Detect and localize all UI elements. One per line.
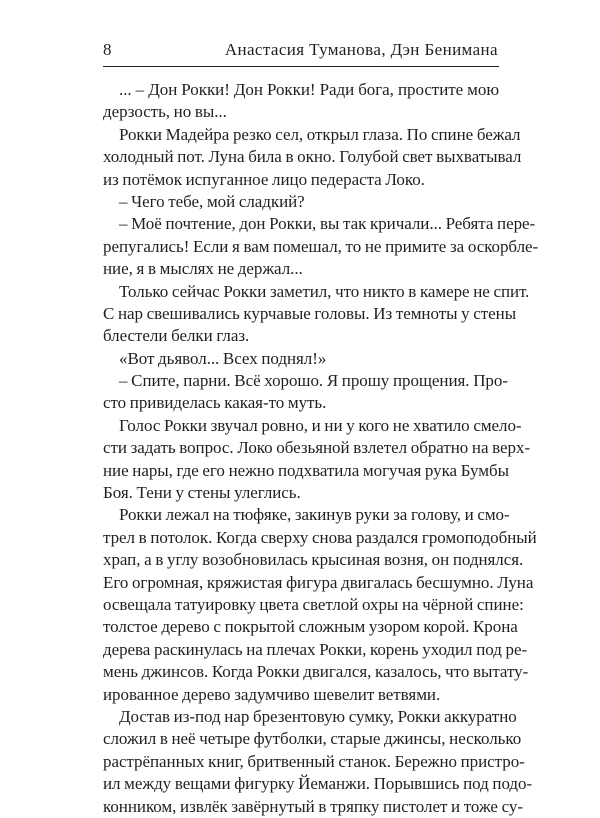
text-line: Его огромная, кряжистая фигура двигалась бесшумно. Луна [103, 572, 534, 592]
text-line: Только сейчас Рокки заметил, что никто в камере не спит. [119, 281, 530, 301]
body-text [103, 79, 539, 818]
text-line: сложил в неё четыре футболки, старые джинсы, несколько [103, 729, 522, 749]
text-line: мень джинсов. Когда Рокки двигался, казалось, что вытату- [103, 662, 529, 682]
text-line: дерева раскинулась на плечах Рокки, корень уходил под ре- [103, 639, 528, 659]
running-head [103, 38, 498, 62]
text-line: Достав из-под нар брезентовую сумку, Рокки аккуратно [119, 706, 517, 726]
text-line: ил между вещами фигурку Йеманжи. Порывшись под подо- [103, 774, 533, 794]
text-line: – Спите, парни. Всё хорошо. Я прошу прощения. Про- [119, 371, 508, 391]
page-number: 8 [103, 40, 112, 59]
text-line: Боя. Тени у стены улеглись. [103, 483, 301, 503]
text-line: дерзость, но вы... [103, 102, 227, 122]
text-line: конником, извлёк завёрнутый в тряпку пистолет и тоже су- [103, 796, 523, 816]
text-line: С нар свешивались курчавые головы. Из темноты у стены [103, 303, 517, 323]
text-line: «Вот дьявол... Всех поднял!» [119, 348, 327, 368]
text-line: ... – Дон Рокки! Дон Рокки! Ради бога, простите мою [119, 80, 499, 99]
text-line: – Чего тебе, мой сладкий? [119, 191, 305, 211]
text-line: трел в потолок. Когда сверху снова раздался громоподобный [103, 527, 537, 547]
text-line: репугались! Если я вам помешал, то не примите за оскорбле- [103, 236, 539, 256]
text-line: сти задать вопрос. Локо обезьяной взлетел обратно на верх- [103, 438, 531, 458]
text-line: храп, а в углу возобновилась крысиная возня, он поднялся. [103, 550, 524, 570]
text-line: ированное дерево задумчиво шевелит ветвями. [103, 684, 441, 704]
text-line: блестели белки глаз. [103, 326, 250, 346]
text-line: Голос Рокки звучал ровно, и ни у кого не хватило смело- [119, 415, 522, 435]
text-line: из потёмок испуганное лицо педераста Локо. [103, 169, 425, 189]
text-line: толстое дерево с покрытой сложным узором корой. Крона [103, 617, 518, 637]
text-line: – Моё почтение, дон Рокки, вы так кричали... Ребята пере- [119, 214, 536, 234]
text-line: ние, я в мыслях не держал... [103, 259, 303, 279]
text-line: освещала татуировку цвета светлой охры на чёрной спине: [103, 594, 524, 614]
text-line: ние нары, где его нежно подхватила могучая рука Бумбы [103, 460, 509, 480]
text-line: сто привиделась какая-то муть. [103, 393, 327, 413]
text-line: растрёпанных книг, бритвенный станок. Бережно пристро- [103, 751, 525, 771]
text-line: Рокки лежал на тюфяке, закинув руки за голову, и смо- [119, 505, 510, 525]
running-title: Анастасия Туманова, Дэн Бенимана [224, 40, 498, 59]
header-rule [103, 66, 499, 67]
text-line: Рокки Мадейра резко сел, открыл глаза. По спине бежал [119, 124, 521, 144]
text-line: холодный пот. Луна била в окно. Голубой свет выхватывал [103, 147, 522, 167]
